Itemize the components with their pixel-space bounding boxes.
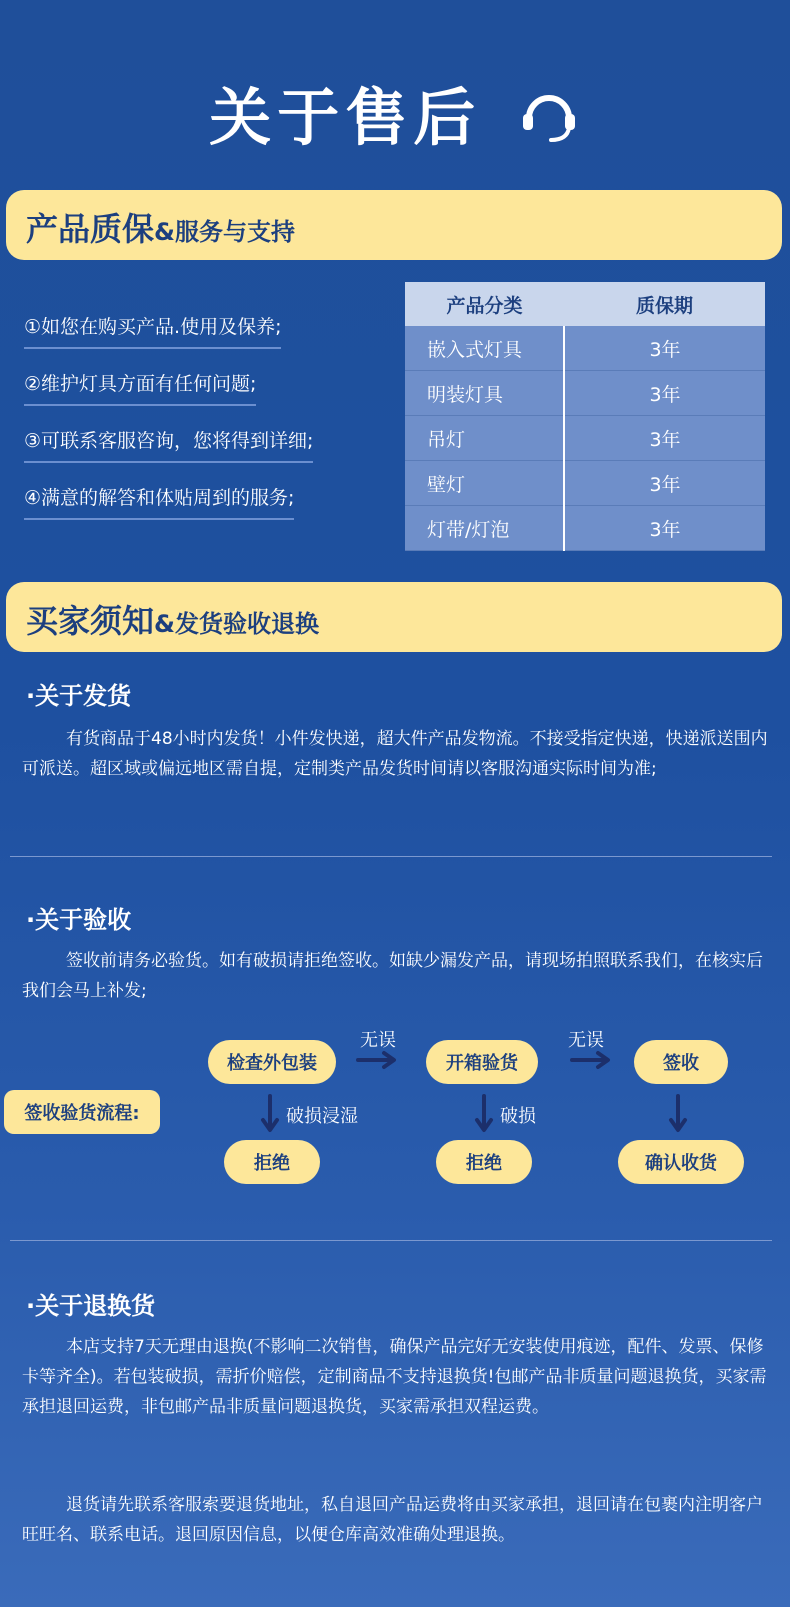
table-cell: 明装灯具 (405, 371, 564, 416)
table-cell: 3年 (564, 326, 765, 371)
flow-fail-label: 破损浸湿 (286, 1106, 358, 1127)
arrow-down-icon (474, 1094, 494, 1138)
flow-result-reject: 拒绝 (436, 1140, 532, 1184)
arrow-down-icon (260, 1094, 280, 1138)
table-row (405, 506, 765, 551)
returns-text: 本店支持7天无理由退换(不影响二次销售，确保产品完好无安装使用痕迹，配件、发票、保修卡等齐全)。若包装破损，需折价赔偿，定制商品不支持退换货!包邮产品非质量问题退换货，买家需承担退回运费，非包邮产品非质量问题退换货，买家需承担双程运费。 (22, 1337, 767, 1417)
page-title (0, 68, 790, 161)
warranty-banner-title: 产品质保 (26, 210, 155, 248)
warranty-table (405, 282, 765, 551)
flow-ok-label: 无误 (360, 1030, 396, 1051)
flow-step-unbox: 开箱验货 (426, 1040, 538, 1084)
shipping-heading: ·关于发货 (26, 682, 132, 710)
support-item: ④满意的解答和体贴周到的服务; (24, 483, 294, 520)
support-item: ①如您在购买产品.使用及保养; (24, 312, 281, 349)
table-row (405, 326, 765, 371)
flow-step-sign: 签收 (634, 1040, 728, 1084)
table-row (405, 461, 765, 506)
inspection-text: 签收前请务必验货。如有破损请拒绝签收。如缺少漏发产品，请现场拍照联系我们，在核实后我们会马上补发; (22, 951, 763, 1001)
flow-step-check-package: 检查外包装 (208, 1040, 336, 1084)
flow-ok-label: 无误 (568, 1030, 604, 1051)
support-item: ②维护灯具方面有任何问题; (24, 369, 256, 406)
arrow-down-icon (668, 1094, 688, 1138)
table-cell: 壁灯 (405, 461, 564, 506)
arrow-right-icon (356, 1050, 400, 1074)
support-list (24, 312, 313, 540)
buyer-notice-banner (6, 582, 782, 652)
warranty-banner-subtitle: &服务与支持 (154, 218, 295, 246)
returns-text-2: 退货请先联系客服索要退货地址，私自退回产品运费将由买家承担，退回请在包裹内注明客户旺旺名、联系电话。退回原因信息，以便仓库高效准确处理退换。 (22, 1495, 763, 1545)
table-cell: 3年 (564, 371, 765, 416)
flow-result-reject: 拒绝 (224, 1140, 320, 1184)
table-cell: 3年 (564, 416, 765, 461)
divider (10, 1240, 772, 1241)
table-cell: 吊灯 (405, 416, 564, 461)
table-cell: 3年 (564, 506, 765, 551)
table-cell: 嵌入式灯具 (405, 326, 564, 371)
buyer-notice-title: 买家须知 (26, 602, 155, 640)
table-header: 产品分类 (405, 282, 564, 326)
returns-heading: ·关于退换货 (26, 1292, 156, 1320)
table-cell: 灯带/灯泡 (405, 506, 564, 551)
flow-fail-label: 破损 (500, 1106, 536, 1127)
table-row (405, 416, 765, 461)
buyer-notice-subtitle: &发货验收退换 (154, 610, 319, 638)
table-header-row (405, 282, 765, 326)
flow-result-confirm: 确认收货 (618, 1140, 744, 1184)
arrow-right-icon (570, 1050, 614, 1074)
headset-icon (517, 82, 581, 161)
divider (10, 856, 772, 857)
shipping-text: 有货商品于48小时内发货！小件发快递，超大件产品发物流。不接受指定快递，快递派送围内可派送。超区域或偏远地区需自提，定制类产品发货时间请以客服沟通实际时间为准; (22, 729, 768, 779)
table-row (405, 371, 765, 416)
table-header: 质保期 (564, 282, 765, 326)
support-item: ③可联系客服咨询，您将得到详细; (24, 426, 313, 463)
warranty-banner (6, 190, 782, 260)
table-cell: 3年 (564, 461, 765, 506)
inspection-heading: ·关于验收 (26, 906, 132, 934)
page-title-text: 关于售后 (209, 81, 482, 154)
flow-label: 签收验货流程: (4, 1090, 160, 1134)
